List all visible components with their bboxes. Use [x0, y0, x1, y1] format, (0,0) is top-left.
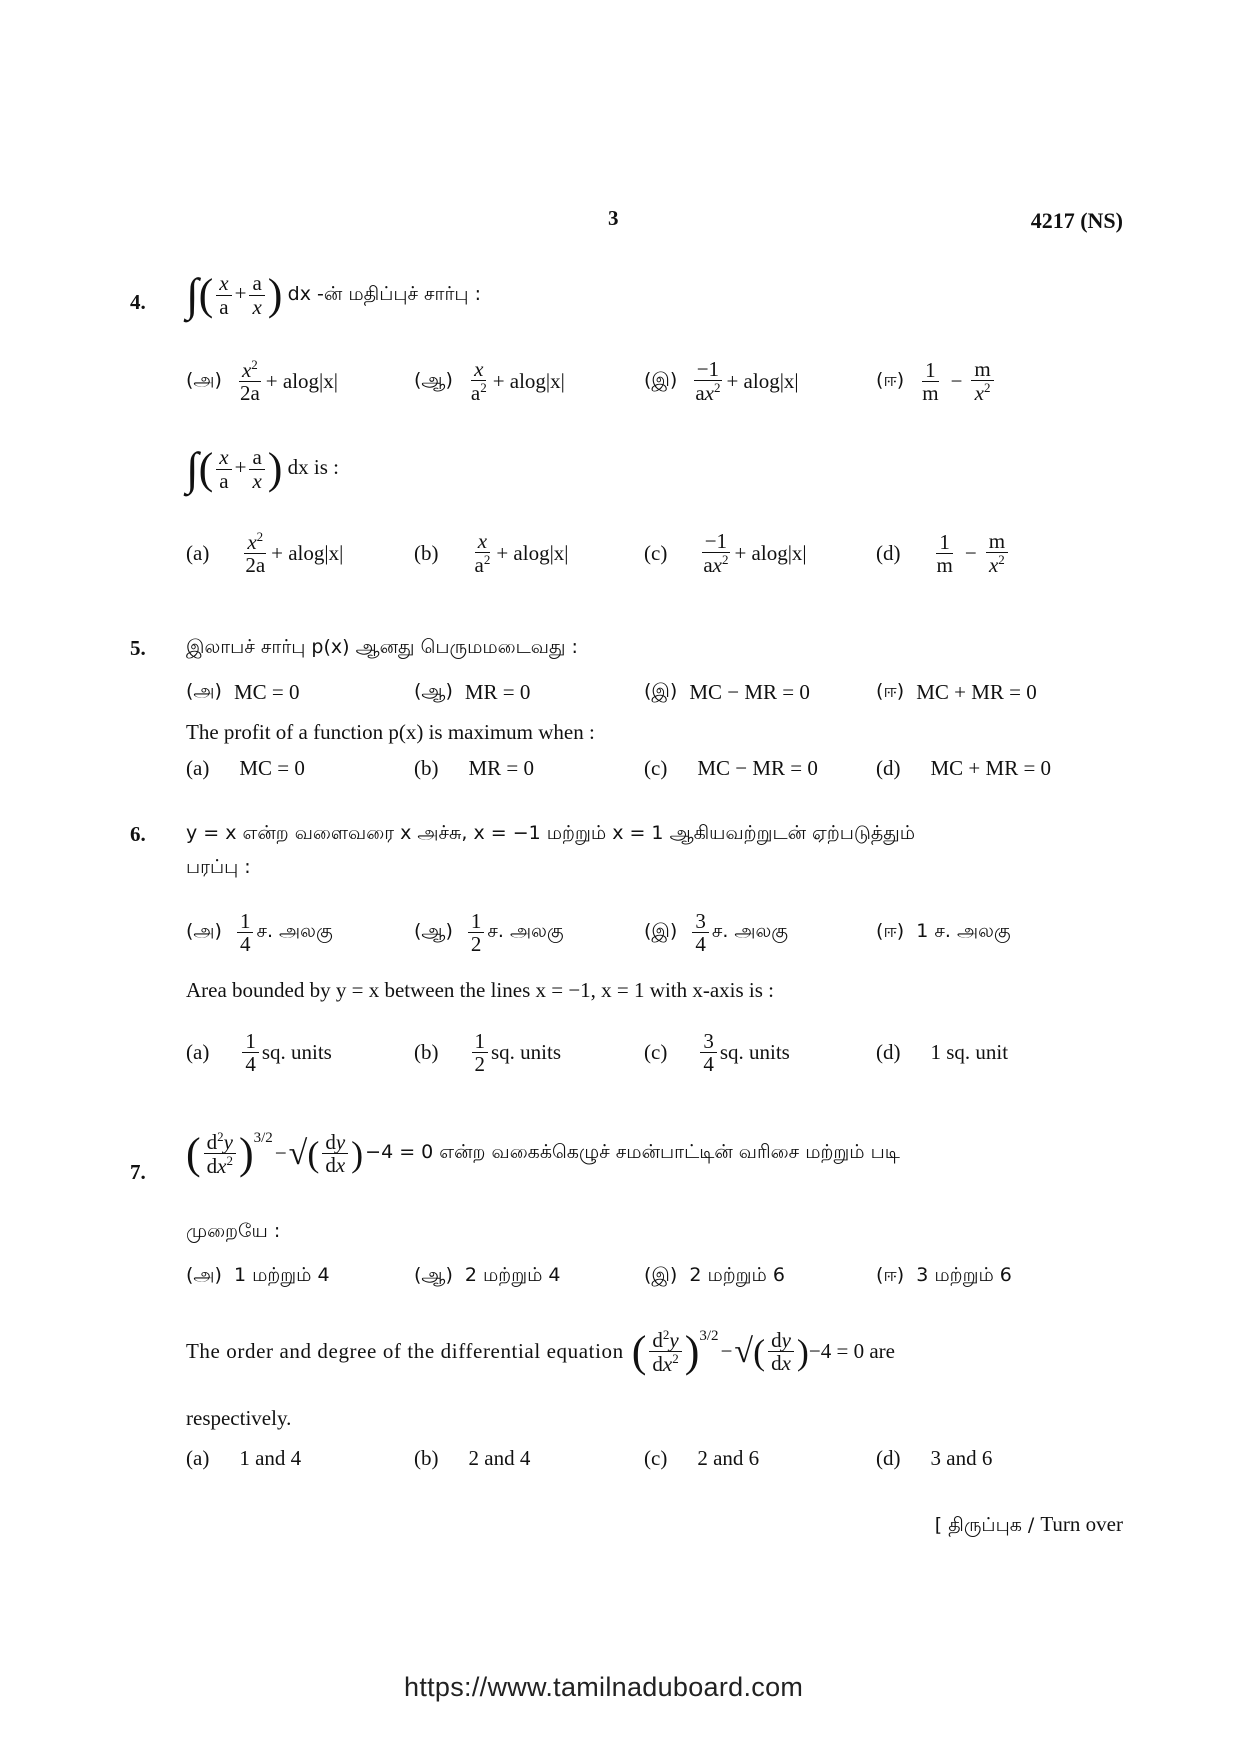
q5-ta-option-4: (ஈ) MC + MR = 0 — [876, 680, 1037, 704]
q6-ta-option-2: (ஆ) $\frac{1}{2}$ ச. அலகு — [414, 909, 564, 957]
q7-en-option-d: (d) 3 and 6 — [876, 1446, 993, 1470]
q6-ta-option-4: (ஈ) 1 ச. அலகு — [876, 920, 1011, 942]
q7-ta-option-3: (இ) 2 மற்றும் 6 — [644, 1264, 785, 1286]
q5-en-option-d: (d) MC + MR = 0 — [876, 756, 1052, 780]
q5-ta-option-1: (அ) MC = 0 — [186, 680, 300, 704]
q6-en-option-a: (a) $\frac{1}{4}$ sq. units — [186, 1029, 332, 1077]
q5-en-option-c: (c) MC − MR = 0 — [644, 756, 818, 780]
question-number-4: 4. — [130, 290, 146, 314]
q6-ta-option-3: (இ) $\frac{3}{4}$ ச. அலகு — [644, 909, 789, 957]
q5-ta-option-2: (ஆ) MR = 0 — [414, 680, 531, 704]
q6-en-option-c: (c) $\frac{3}{4}$ sq. units — [644, 1029, 790, 1077]
q4-en-stem: ∫( $\frac{x}{a}$ + $\frac{a}{x}$ ) dx is : — [186, 443, 340, 494]
q6-en-stem: Area bounded by y = x between the lines x = −1, x = 1 with x-axis is : — [186, 978, 775, 1002]
website-url[interactable]: https://www.tamilnaduboard.com — [404, 1672, 804, 1702]
q5-ta-stem: இலாபச் சார்பு p(x) ஆனது பெருமமடைவது : — [186, 636, 578, 658]
q7-ta-option-2: (ஆ) 2 மற்றும் 4 — [414, 1264, 561, 1286]
q4-en-option-b: (b) $\frac{x}{a^2}$ + alog|x| — [414, 529, 569, 578]
q7-en-option-b: (b) 2 and 4 — [414, 1446, 531, 1470]
q4-en-option-c: (c) $\frac{-1}{ax^2}$ + alog|x| — [644, 529, 807, 578]
question-number-6: 6. — [130, 822, 146, 846]
q5-ta-option-3: (இ) MC − MR = 0 — [644, 680, 810, 704]
page-number: 3 — [608, 206, 619, 230]
q4-en-option-d: (d) $\frac{1}{m}$ − $\frac{m}{x^2}$ — [876, 530, 1011, 576]
q4-en-option-a: (a) $\frac{x^2}{2a}$ + alog|x| — [186, 529, 344, 578]
q4-ta-option-1: (அ) $\frac{x^2}{2a}$ + alog|x| — [186, 357, 338, 406]
q4-ta-option-2: (ஆ) $\frac{x}{a^2}$ + alog|x| — [414, 357, 565, 406]
q5-en-stem: The profit of a function p(x) is maximum when : — [186, 720, 595, 744]
q6-ta-option-1: (அ) $\frac{1}{4}$ ச. அலகு — [186, 909, 333, 957]
q7-ta-stem: ( $\frac{d^2y}{dx^2}$ ) $^{3/2}$ − √ ( $\frac{dy}{dx}$ ) −4 = 0 என்ற வகைக்கெழுச் சமன்பாட்டின் வரிசை மற்றும் படி — [186, 1128, 900, 1179]
q7-ta-option-4: (ஈ) 3 மற்றும் 6 — [876, 1264, 1012, 1286]
q7-ta-stem-line2: முறையே : — [186, 1220, 281, 1242]
paper-code: 4217 (NS) — [1030, 208, 1123, 233]
q7-ta-option-1: (அ) 1 மற்றும் 4 — [186, 1264, 330, 1286]
q6-en-option-b: (b) $\frac{1}{2}$ sq. units — [414, 1029, 562, 1077]
question-number-7: 7. — [130, 1160, 146, 1184]
q4-ta-option-4: (ஈ) $\frac{1}{m}$ − $\frac{m}{x^2}$ — [876, 358, 997, 404]
q4-ta-option-3: (இ) $\frac{-1}{ax^2}$ + alog|x| — [644, 357, 799, 406]
q7-en-stem: The order and degree of the differential equation ( $\frac{d^2y}{dx^2}$ ) $^{3/2}$ − √ ( $\frac{dy}{dx}$ ) −4 = 0 are — [186, 1326, 895, 1377]
q6-ta-stem-line1: y = x என்ற வளைவரை x அச்சு, x = −1 மற்றும் x = 1 ஆகியவற்றுடன் ஏற்படுத்தும் — [186, 822, 915, 844]
q5-en-option-b: (b) MR = 0 — [414, 756, 535, 780]
q5-en-option-a: (a) MC = 0 — [186, 756, 305, 780]
q7-en-option-a: (a) 1 and 4 — [186, 1446, 302, 1470]
q6-ta-stem-line2: பரப்பு : — [186, 856, 251, 878]
turn-over-note: [ திருப்புக / Turn over — [934, 1512, 1123, 1536]
question-number-5: 5. — [130, 636, 146, 660]
q7-en-option-c: (c) 2 and 6 — [644, 1446, 760, 1470]
q7-en-stem-line2: respectively. — [186, 1406, 292, 1430]
q4-ta-stem: ∫( $\frac{x}{a}$ + $\frac{a}{x}$ ) dx -ன் மதிப்புச் சார்பு : — [186, 269, 481, 320]
q6-en-option-d: (d) 1 sq. unit — [876, 1040, 1009, 1064]
